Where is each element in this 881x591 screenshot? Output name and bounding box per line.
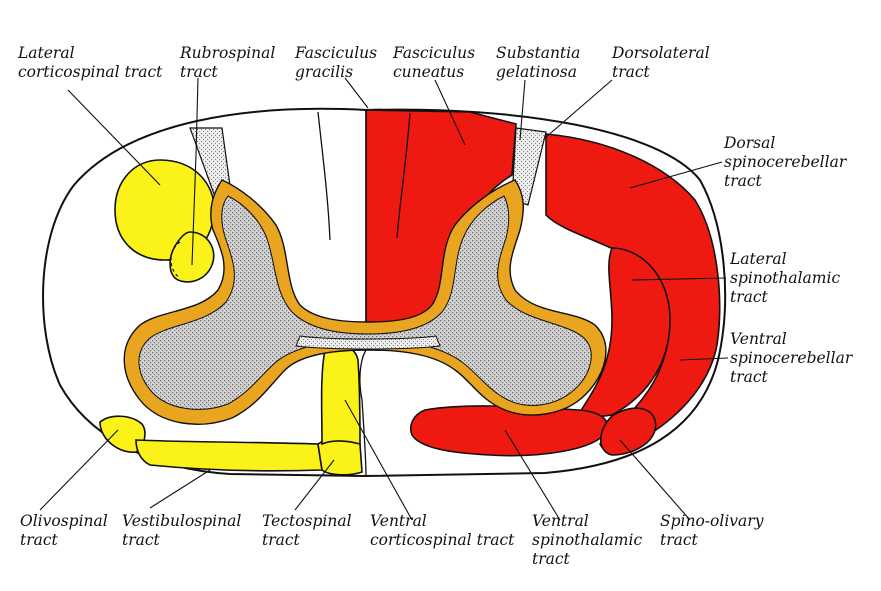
label-lateral-corticospinal: Lateral corticospinal tract bbox=[18, 44, 163, 81]
vestibulospinal-tract bbox=[136, 440, 322, 471]
label-fasciculus-gracilis: Fasciculus gracilis bbox=[295, 44, 378, 81]
label-ventral-spinocerebellar: Ventral spinocerebellar tract bbox=[730, 330, 853, 386]
label-spino-olivary: Spino-olivary tract bbox=[660, 512, 764, 549]
ventral-corticospinal-tract bbox=[322, 346, 360, 444]
leader-vestibulospinal bbox=[150, 470, 210, 508]
label-dorsal-spinocerebellar: Dorsal spinocerebellar tract bbox=[724, 134, 847, 190]
label-dorsolateral: Dorsolateral tract bbox=[612, 44, 710, 81]
leader-olivospinal bbox=[40, 430, 118, 510]
label-olivospinal: Olivospinal tract bbox=[20, 512, 108, 549]
label-ventral-corticospinal: Ventral corticospinal tract bbox=[370, 512, 515, 549]
label-fasciculus-cuneatus: Fasciculus cuneatus bbox=[393, 44, 476, 81]
label-vestibulospinal: Vestibulospinal tract bbox=[122, 512, 242, 549]
label-lateral-spinothalamic: Lateral spinothalamic tract bbox=[730, 250, 841, 306]
label-tectospinal: Tectospinal tract bbox=[262, 512, 352, 549]
label-rubrospinal: Rubrospinal tract bbox=[180, 44, 276, 81]
leader-spino-olivary bbox=[620, 440, 690, 520]
label-ventral-spinothalamic: Ventral spinothalamic tract bbox=[532, 512, 643, 568]
label-substantia-gelatinosa: Substantia gelatinosa bbox=[496, 44, 581, 81]
leader-fasciculus-gracilis bbox=[345, 78, 368, 108]
ventral-spinothalamic-tract bbox=[411, 406, 608, 456]
